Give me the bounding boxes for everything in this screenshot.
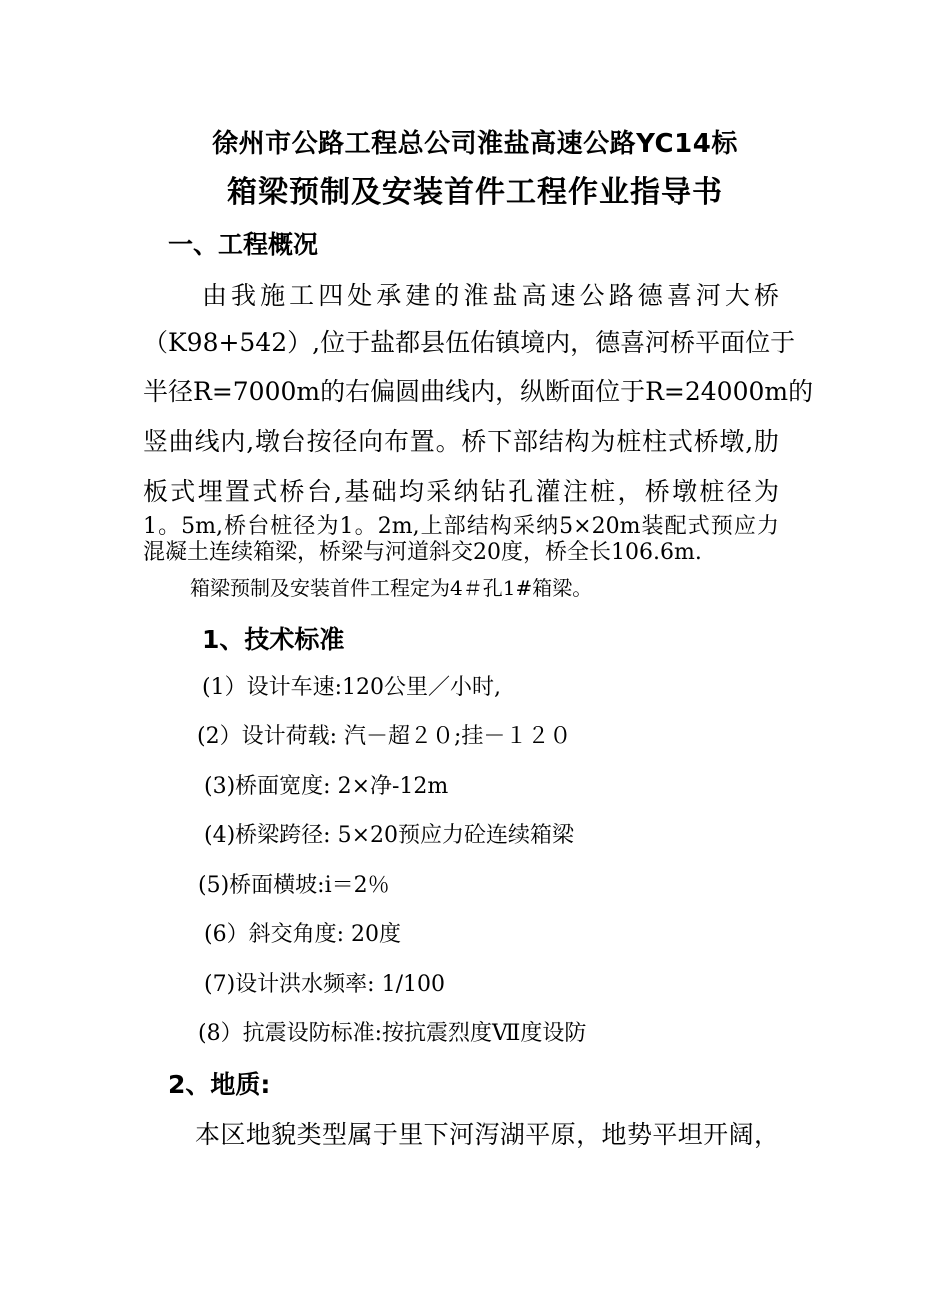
document-title-company: 徐州市公路工程总公司淮盐高速公路YC14标 bbox=[212, 129, 738, 159]
paragraph-line: 箱梁预制及安装首件工程定为4＃孔1#箱梁。 bbox=[190, 576, 593, 600]
paragraph-line: 竖曲线内,墩台按径向布置。桥下部结构为桩柱式桥墩,肋 bbox=[143, 427, 779, 456]
paragraph-line: 半径R=7000m的右偏圆曲线内，纵断面位于R=24000m的 bbox=[143, 377, 814, 406]
paragraph-line: （K98+542）,位于盐都县伍佑镇境内，德喜河桥平面位于 bbox=[143, 328, 796, 357]
standard-item: (6）斜交角度: 20度 bbox=[204, 922, 401, 947]
standard-item: (4)桥梁跨径: 5×20预应力砼连续箱梁 bbox=[204, 823, 574, 848]
standard-item: (2）设计荷载: 汽－超２０;挂－１２０ bbox=[197, 724, 572, 749]
paragraph-line: 1。5m,桥台桩径为1。2m,上部结构采纳5×20m装配式预应力 bbox=[143, 514, 779, 539]
standard-item: (1）设计车速:120公里／小时, bbox=[202, 675, 501, 700]
paragraph-line: 由我施工四处承建的淮盐高速公路德喜河大桥 bbox=[202, 281, 779, 310]
standard-item: (8）抗震设防标准:按抗震烈度Ⅶ度设防 bbox=[198, 1021, 587, 1046]
section-heading-technical-standards: 1、技术标准 bbox=[202, 625, 345, 654]
section-heading-geology: 2、地质: bbox=[168, 1070, 271, 1099]
paragraph-line: 板式埋置式桥台,基础均采纳钻孔灌注桩，桥墩桩径为 bbox=[143, 477, 779, 506]
paragraph-line: 混凝土连续箱梁，桥梁与河道斜交20度，桥全长106.6m. bbox=[143, 540, 702, 565]
standard-item: (7)设计洪水频率: 1/100 bbox=[204, 972, 445, 997]
standard-item: (3)桥面宽度: 2×净-12m bbox=[204, 774, 449, 799]
standard-item: (5)桥面横坡:i＝2％ bbox=[198, 873, 390, 898]
section-heading-project-overview: 一、工程概况 bbox=[168, 230, 319, 259]
document-title-main: 箱梁预制及安装首件工程作业指导书 bbox=[227, 175, 723, 210]
paragraph-line: 本区地貌类型属于里下河泻湖平原，地势平坦开阔， bbox=[195, 1120, 779, 1149]
